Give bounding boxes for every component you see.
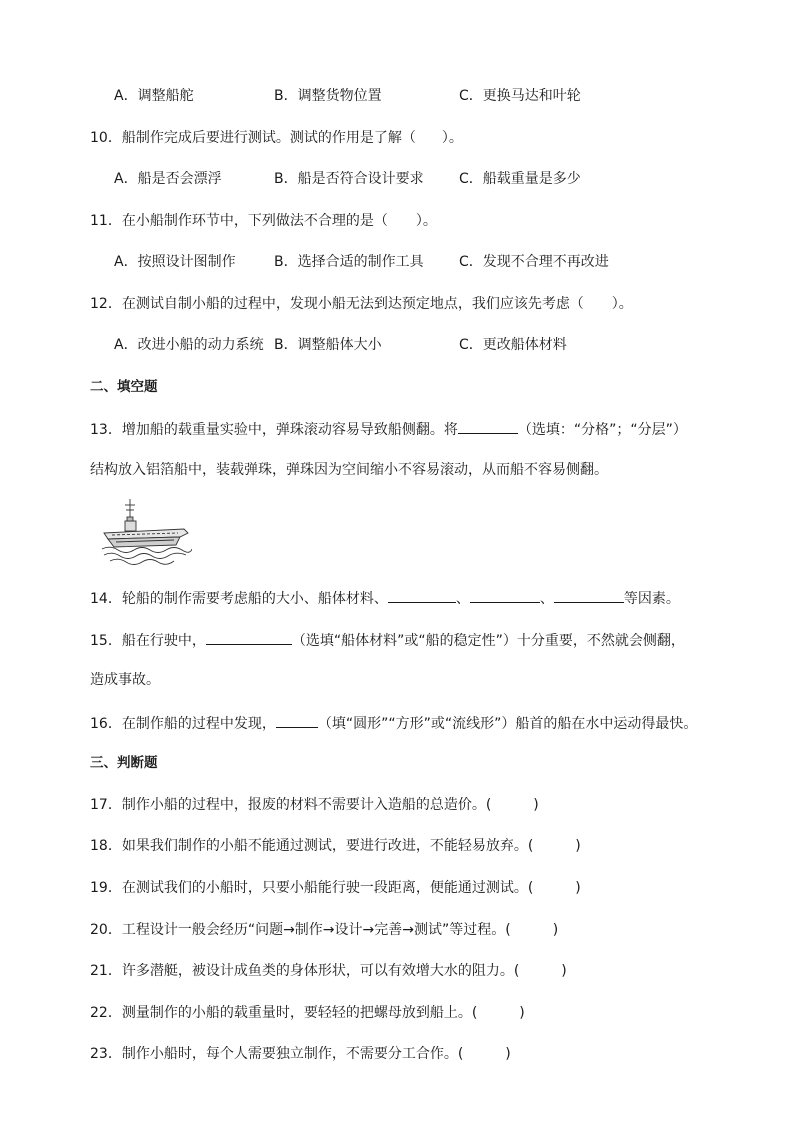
answer-blank[interactable] (206, 629, 292, 645)
aircraft-carrier-illustration (100, 495, 192, 567)
question-16 (90, 712, 697, 734)
q9-option-c: C．更换马达和叶轮 (459, 88, 581, 104)
question-13-post: （选填：“分格”；“分层”） (517, 422, 687, 438)
q12-option-c: C．更改船体材料 (459, 337, 567, 353)
q10-option-a: A．船是否会漂浮 (114, 171, 222, 187)
question-14-pre: 14．轮船的制作需要考虑船的大小、船体材料、 (90, 591, 388, 607)
q11-option-c: C．发现不合理不再改进 (459, 254, 609, 270)
question-13-pre: 13．增加船的载重量实验中，弹珠滚动容易导致船侧翻。将 (90, 422, 458, 438)
section-heading-judgment: 三、判断题 (90, 755, 158, 771)
q10-option-b: B．船是否符合设计要求 (274, 171, 424, 187)
question-10-text-pre: 10．船制作完成后要进行测试。测试的作用是了解（ (90, 130, 416, 146)
answer-blank[interactable] (458, 418, 518, 434)
question-20: 20．工程设计一般会经历“问题→制作→设计→完善→测试”等过程。( ) (90, 922, 559, 938)
answer-blank[interactable] (276, 712, 318, 728)
question-19: 19．在测试我们的小船时，只要小船能行驶一段距离，便能通过测试。( ) (90, 880, 581, 896)
answer-blank[interactable] (554, 587, 624, 603)
question-16-post: （填“圆形”“方形”或“流线形”）船首的船在水中运动得最快。 (317, 716, 698, 732)
question-10 (90, 128, 463, 148)
answer-blank[interactable] (388, 587, 456, 603)
question-10-text-post: ）。 (441, 130, 463, 146)
question-15-line2: 造成事故。 (90, 672, 160, 688)
q9-option-a: A．调整船舵 (114, 88, 194, 104)
question-18: 18．如果我们制作的小船不能通过测试，要进行改进，不能轻易放弃。( ) (90, 838, 581, 854)
question-21: 21．许多潜艇，被设计成鱼类的身体形状，可以有效增大水的阻力。( ) (90, 963, 567, 979)
question-17: 17．制作小船的过程中，报废的材料不需要计入造船的总造价。( ) (90, 797, 539, 813)
question-11: 11．在小船制作环节中，下列做法不合理的是（ ）。 (90, 213, 437, 229)
question-14-post: 等因素。 (623, 591, 680, 607)
question-22: 22．测量制作的小船的载重量时，要轻轻的把螺母放到船上。( ) (90, 1005, 525, 1021)
q10-option-c: C．船载重量是多少 (459, 171, 581, 187)
q11-option-b: B．选择合适的制作工具 (274, 254, 424, 270)
question-12: 12．在测试自制小船的过程中，发现小船无法到达预定地点，我们应该先考虑（ ）。 (90, 296, 633, 312)
answer-blank[interactable] (470, 587, 540, 603)
q9-option-b: B．调整货物位置 (274, 88, 382, 104)
question-13 (90, 418, 687, 440)
question-13-line2: 结构放入铝箔船中，装载弹珠，弹珠因为空间缩小不容易滚动，从而船不容易侧翻。 (90, 462, 608, 478)
question-14 (90, 587, 680, 609)
question-15-pre: 15．船在行驶中， (90, 633, 206, 649)
question-15 (90, 629, 685, 651)
q12-option-a: A．改进小船的动力系统 (114, 337, 264, 353)
question-14-sep: 、 (455, 591, 470, 607)
question-15-post: （选填“船体材料”或“船的稳定性”）十分重要，不然就会侧翻， (291, 633, 685, 649)
question-23: 23．制作小船时，每个人需要独立制作，不需要分工合作。( ) (90, 1046, 511, 1062)
q12-option-b: B．调整船体大小 (274, 337, 382, 353)
question-14-sep: 、 (539, 591, 554, 607)
q11-option-a: A．按照设计图制作 (114, 254, 236, 270)
section-heading-fill-blank: 二、填空题 (90, 379, 158, 395)
question-16-pre: 16．在制作船的过程中发现， (90, 716, 276, 732)
